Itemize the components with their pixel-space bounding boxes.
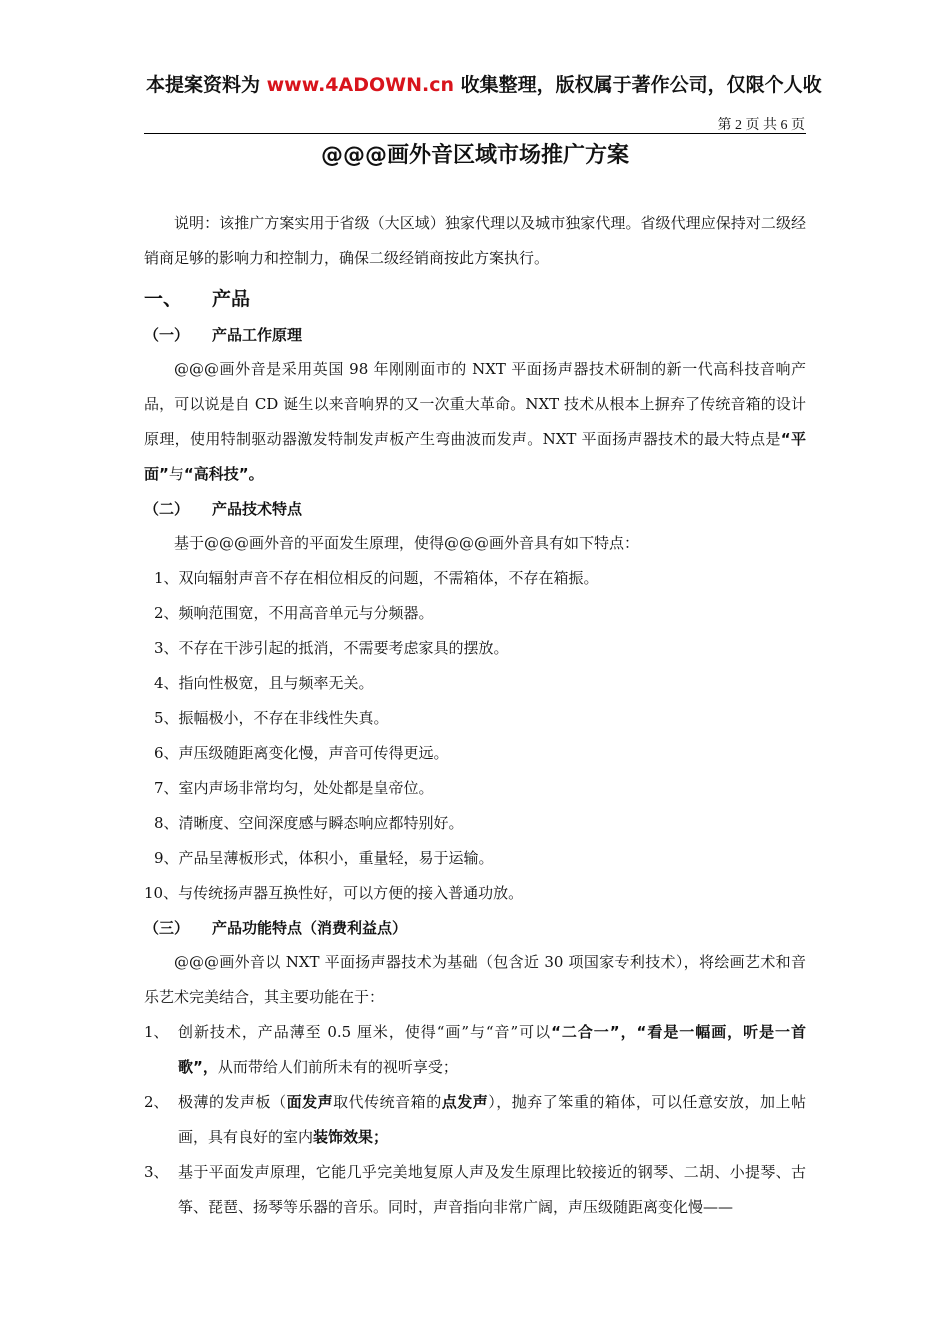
document-title: @@@画外音区域市场推广方案 [320, 143, 629, 168]
subsection-heading-function: （三） 产品功能特点（消费利益点） [144, 919, 408, 937]
principle-paragraph: @@@画外音是采用英国 98 年刚刚面市的 NXT 平面扬声器技术研制的新一代高科技音响产品，可以说是自 CD 诞生以来音响界的又一次重大革命。NXT 技术从根本上摒弃了传统音箱的设计原理，使用特制驱动器激发特制发声板产生弯曲波而发声。NXT 平面扬声器技术的最大特点是“平面”与“高科技”。 [144, 360, 806, 483]
copyright-banner: 本提案资料为 www.4ADOWN.cn 收集整理，版权属于著作公司，仅限个人收 [146, 74, 822, 96]
section-heading-product: 一、 产品 [144, 288, 251, 310]
list-item: 2、 极薄的发声板（面发声取代传统音箱的点发声），抛弃了笨重的箱体，可以任意安放，加上帖画，具有良好的室内装饰效果； [144, 1093, 806, 1146]
list-item: 1、 创新技术，产品薄至 0.5 厘米，使得“画”与“音”可以“二合一”，“看是一幅画，听是一首歌”，从而带给人们前所未有的视听享受； [144, 1023, 806, 1076]
list-item: 3、 基于平面发声原理，它能几乎完美地复原人声及发生原理比较接近的钢琴、二胡、小提琴、古筝、琵琶、扬琴等乐器的音乐。同时，声音指向非常广阔，声压级随距离变化慢—— [144, 1163, 806, 1216]
list-item: 4、指向性极宽，且与频率无关。 [154, 674, 374, 692]
list-item: 5、振幅极小，不存在非线性失真。 [154, 709, 389, 727]
list-item: 8、清晰度、空间深度感与瞬态响应都特别好。 [154, 814, 464, 832]
document-body [144, 206, 806, 1225]
page-number: 第 2 页 共 6 页 [717, 118, 805, 133]
list-item: 7、室内声场非常均匀，处处都是皇帝位。 [154, 779, 434, 797]
tech-intro: 基于@@@画外音的平面发生原理，使得@@@画外音具有如下特点： [174, 534, 640, 552]
list-item: 10、与传统扬声器互换性好，可以方便的接入普通功放。 [144, 884, 524, 902]
function-list [144, 1015, 806, 1225]
list-item: 1、双向辐射声音不存在相位相反的问题，不需箱体，不存在箱振。 [154, 569, 599, 587]
banner-url[interactable]: www.4ADOWN.cn [266, 74, 454, 96]
list-item: 6、声压级随距离变化慢，声音可传得更远。 [154, 744, 449, 762]
intro-paragraph: 说明：该推广方案实用于省级（大区域）独家代理以及城市独家代理。省级代理应保持对二级经销商足够的影响力和控制力，确保二级经销商按此方案执行。 [144, 214, 806, 267]
list-item: 2、频响范围宽，不用高音单元与分频器。 [154, 604, 434, 622]
list-item: 9、产品呈薄板形式，体积小，重量轻，易于运输。 [154, 849, 494, 867]
subsection-heading-tech: （二） 产品技术特点 [144, 500, 303, 518]
feature-list [144, 561, 806, 911]
header-rule [144, 133, 806, 134]
list-item: 3、不存在干涉引起的抵消，不需要考虑家具的摆放。 [154, 639, 509, 657]
function-intro: @@@画外音以 NXT 平面扬声器技术为基础（包含近 30 项国家专利技术），将绘画艺术和音乐艺术完美结合，其主要功能在于： [144, 953, 806, 1006]
subsection-heading-principle: （一） 产品工作原理 [144, 326, 303, 344]
